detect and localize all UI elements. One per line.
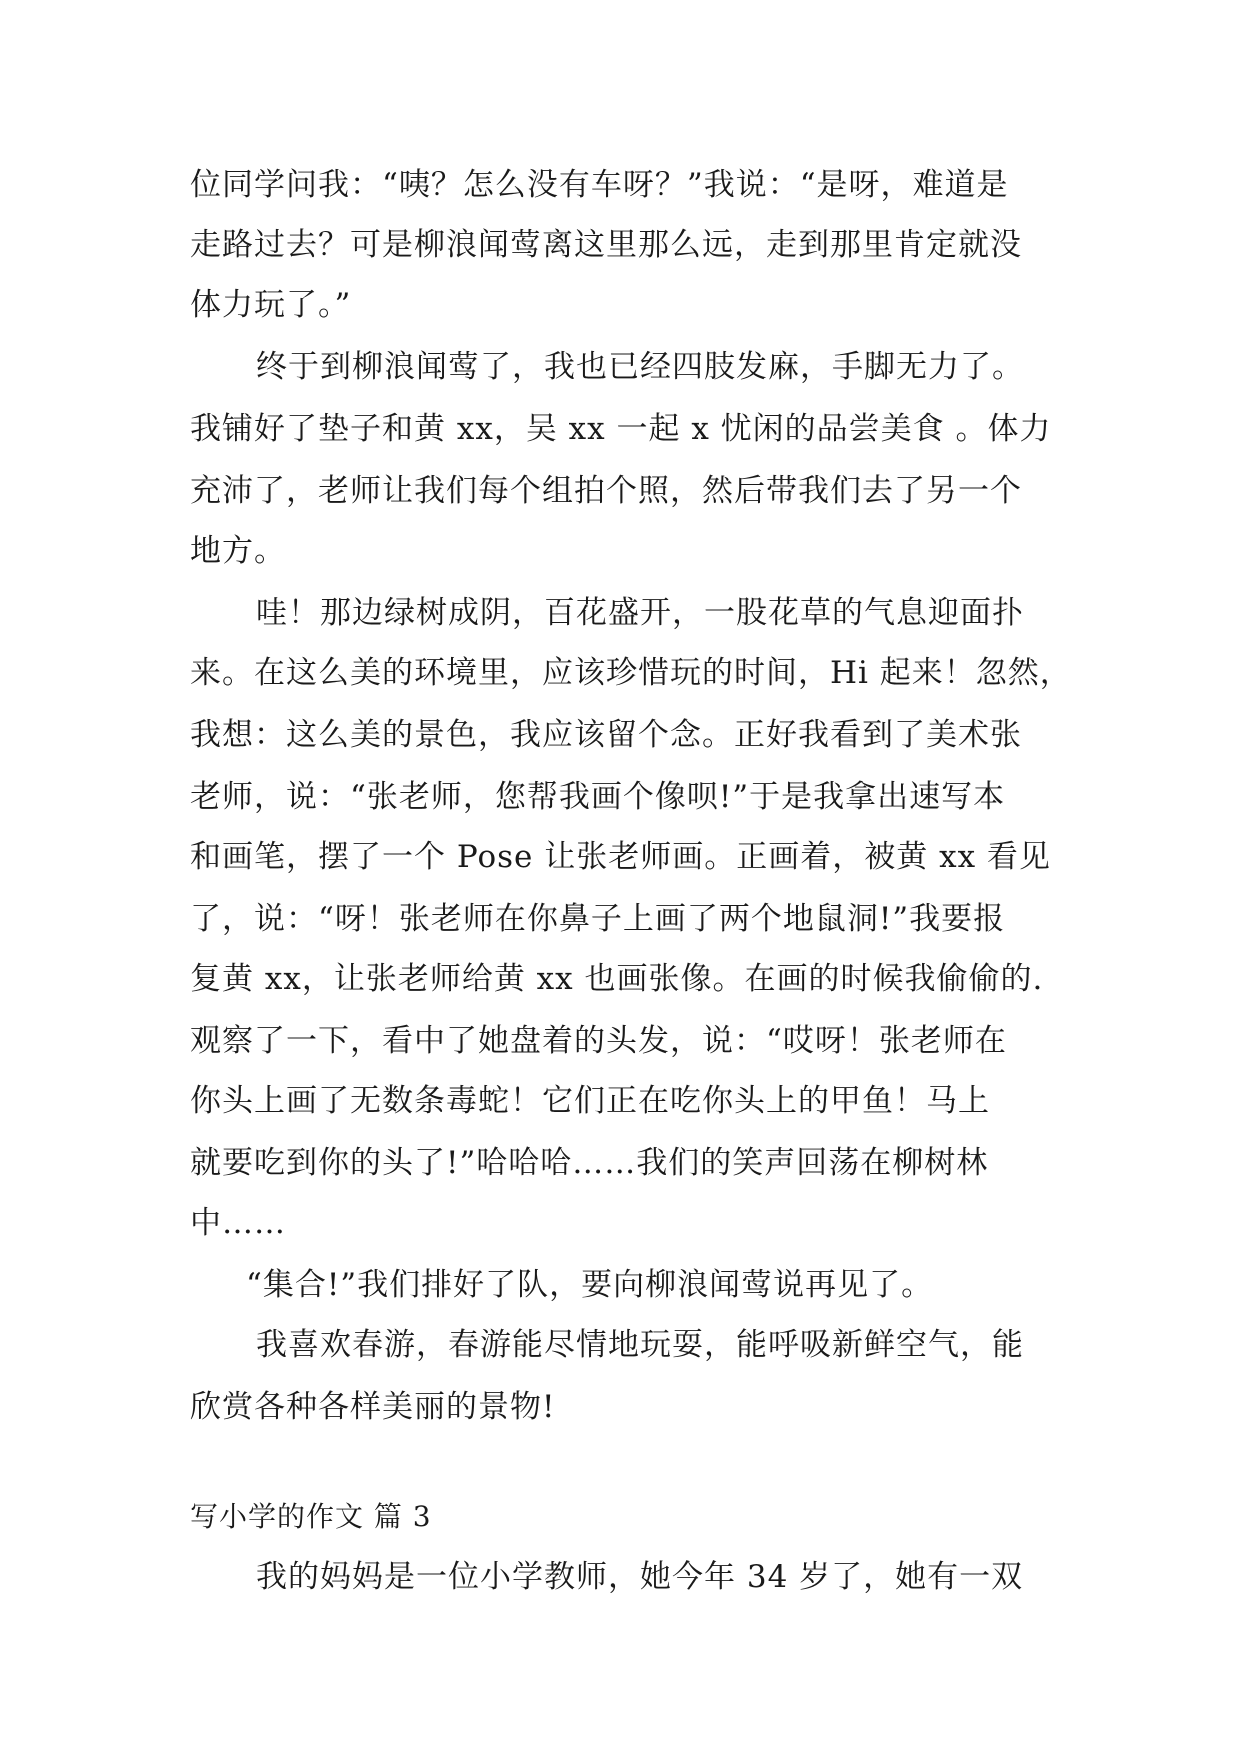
paragraph-line: 我喜欢春游，春游能尽情地玩耍，能呼吸新鲜空气，能 xyxy=(256,1327,1024,1363)
paragraph-line: 中…… xyxy=(190,1205,286,1241)
paragraph-line: 复黄 xx，让张老师给黄 xx 也画张像。在画的时候我偷偷的. xyxy=(190,961,1044,997)
paragraph-line: 了，说：“呀！张老师在你鼻子上画了两个地鼠洞!”我要报 xyxy=(190,901,1006,937)
paragraph-line: 你头上画了无数条毒蛇！它们正在吃你头上的甲鱼！马上 xyxy=(190,1083,990,1119)
paragraph-line: 和画笔，摆了一个 Pose 让张老师画。正画着，被黄 xx 看见 xyxy=(190,839,1051,875)
section-heading: 写小学的作文 篇 3 xyxy=(190,1500,432,1533)
paragraph-line: 来。在这么美的环境里，应该珍惜玩的时间，Hi 起来！忽然， xyxy=(190,655,1072,691)
paragraph-line: 欣赏各种各样美丽的景物! xyxy=(190,1389,556,1425)
paragraph-line: 地方。 xyxy=(190,533,286,569)
paragraph-line: 观察了一下，看中了她盘着的头发，说：“哎呀！张老师在 xyxy=(190,1023,1007,1059)
paragraph-line: 走路过去？可是柳浪闻莺离这里那么远，走到那里肯定就没 xyxy=(190,227,1022,263)
paragraph-line: 我想：这么美的景色，我应该留个念。正好我看到了美术张 xyxy=(190,717,1022,753)
paragraph-line: 我的妈妈是一位小学教师，她今年 34 岁了，她有一双 xyxy=(256,1559,1024,1595)
paragraph-line: 就要吃到你的头了!”哈哈哈……我们的笑声回荡在柳树林 xyxy=(190,1145,989,1181)
paragraph-line: 终于到柳浪闻莺了，我也已经四肢发麻，手脚无力了。 xyxy=(256,349,1024,385)
paragraph-line: 位同学问我：“咦？怎么没有车呀？”我说：“是呀，难道是 xyxy=(190,167,1009,203)
paragraph-line: “集合!”我们排好了队，要向柳浪闻莺说再见了。 xyxy=(246,1267,934,1303)
paragraph-line: 我铺好了垫子和黄 xx，吴 xx 一起 x 忧闲的品尝美食 。体力 xyxy=(190,411,1052,447)
paragraph-line: 充沛了，老师让我们每个组拍个照，然后带我们去了另一个 xyxy=(190,473,1022,509)
paragraph-line: 体力玩了。” xyxy=(190,287,352,323)
paragraph-line: 哇！那边绿树成阴，百花盛开，一股花草的气息迎面扑 xyxy=(256,595,1024,631)
paragraph-line: 老师，说：“张老师，您帮我画个像呗!”于是我拿出速写本 xyxy=(190,779,1006,815)
